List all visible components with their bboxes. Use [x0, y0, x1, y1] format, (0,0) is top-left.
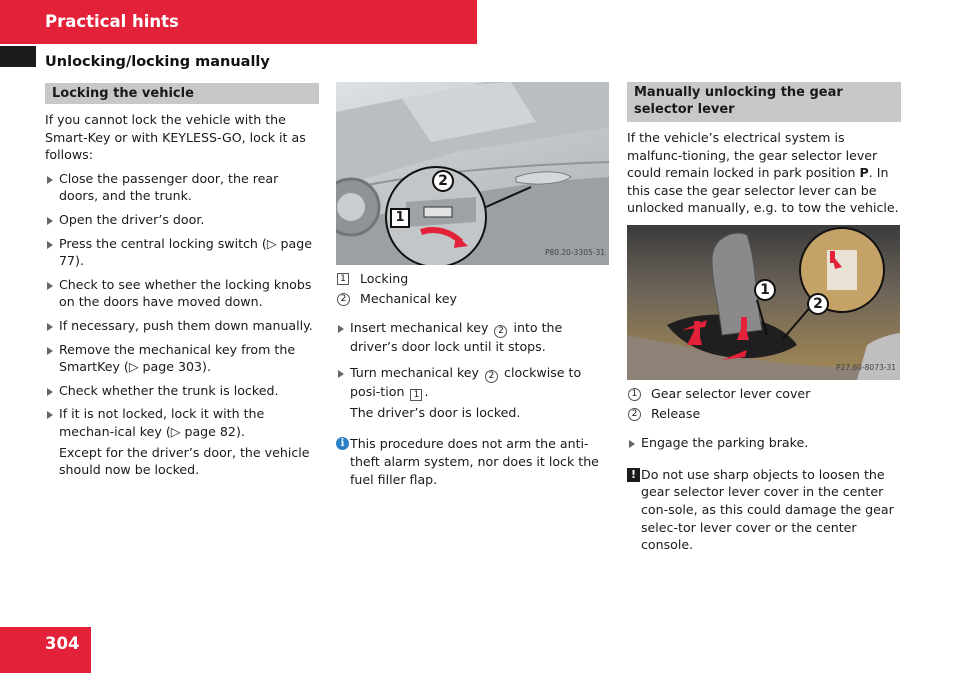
- legend-item: 2 Mechanical key: [336, 290, 610, 308]
- step-arrow-icon: [629, 440, 635, 448]
- gear-selector-illustration: [627, 225, 900, 380]
- step-item: If necessary, push them down manually.: [45, 317, 319, 335]
- figure-code: P80.20-3305-31: [544, 248, 605, 258]
- gear-illustration-svg: [627, 225, 900, 380]
- section-marker: [0, 46, 36, 67]
- callout-2-marker: 2: [432, 170, 454, 192]
- step-item: Close the passenger door, the rear doors, and the trunk.: [45, 170, 319, 205]
- figure-code: P27.60-8073-31: [835, 363, 896, 373]
- step-item: Engage the parking brake.: [627, 434, 901, 452]
- intro-text: If the vehicle’s electrical system is malfunc-tioning, the gear selector lever could remain locked in park position P. In this case the gear selector lever can be unlocked manually, e.g. to tow the vehicle.: [627, 130, 899, 216]
- page-number: 304: [45, 634, 80, 653]
- column-door-lock: [336, 82, 610, 488]
- legend-number: 2: [337, 293, 350, 306]
- step-arrow-icon: [47, 241, 53, 249]
- step-arrow-icon: [47, 282, 53, 290]
- step-arrow-icon: [47, 217, 53, 225]
- step-item: Open the driver’s door.: [45, 211, 319, 229]
- step-item: Check to see whether the locking knobs on the doors have moved down.: [45, 276, 319, 311]
- result-text: The driver’s door is locked.: [350, 404, 521, 420]
- door-handle-illustration: [336, 82, 609, 265]
- warning-icon: !: [627, 468, 640, 482]
- step-item: Press the central locking switch (▷ page 77).: [45, 235, 319, 270]
- step-arrow-icon: [338, 325, 344, 333]
- legend-number: 1: [337, 273, 349, 285]
- subheading-locking-vehicle: Locking the vehicle: [45, 83, 319, 104]
- section-title: Unlocking/locking manually: [45, 54, 270, 70]
- legend-item: 1 Gear selector lever cover: [627, 385, 901, 403]
- legend-number: 2: [628, 408, 641, 421]
- column-gear-selector: [627, 82, 901, 554]
- step-item: Turn mechanical key 2 clockwise to posi-tion 1 .: [336, 364, 610, 401]
- info-icon: i: [336, 437, 349, 450]
- callout-2-marker: 2: [807, 293, 829, 315]
- step-arrow-icon: [47, 176, 53, 184]
- step-item: Insert mechanical key 2 into the driver’s door lock until it stops.: [336, 319, 610, 356]
- step-arrow-icon: [47, 323, 53, 331]
- intro-text: If you cannot lock the vehicle with the Smart-Key or with KEYLESS-GO, lock it as follows:: [45, 112, 306, 163]
- step-item: If it is not locked, lock it with the mechan-ical key (▷ page 82).: [45, 405, 319, 440]
- step-arrow-icon: [47, 411, 53, 419]
- door-illustration-svg: [336, 82, 609, 265]
- callout-1-marker: 1: [754, 279, 776, 301]
- conclusion-text: Except for the driver’s door, the vehicle should now be locked.: [59, 444, 310, 478]
- legend-item: 2 Release: [627, 405, 901, 423]
- callout-1-marker: 1: [390, 208, 410, 228]
- column-locking-vehicle: [45, 83, 319, 479]
- step-arrow-icon: [47, 388, 53, 396]
- step-arrow-icon: [47, 347, 53, 355]
- info-note: i This procedure does not arm the anti-theft alarm system, nor does it lock the fuel filler flap.: [336, 435, 610, 488]
- step-item: Check whether the trunk is locked.: [45, 382, 319, 400]
- legend-number: 1: [628, 388, 641, 401]
- step-arrow-icon: [338, 370, 344, 378]
- legend-item: 1 Locking: [336, 270, 610, 288]
- page-header-title: Practical hints: [45, 12, 179, 31]
- warning-note: ! Do not use sharp objects to loosen the gear selector lever cover in the center con-sole, as this could damage the gear selec-tor lever cover or the center console.: [627, 466, 901, 554]
- step-item: Remove the mechanical key from the SmartKey (▷ page 303).: [45, 341, 319, 376]
- subheading-gear-selector: Manually unlocking the gear selector lever: [627, 82, 901, 122]
